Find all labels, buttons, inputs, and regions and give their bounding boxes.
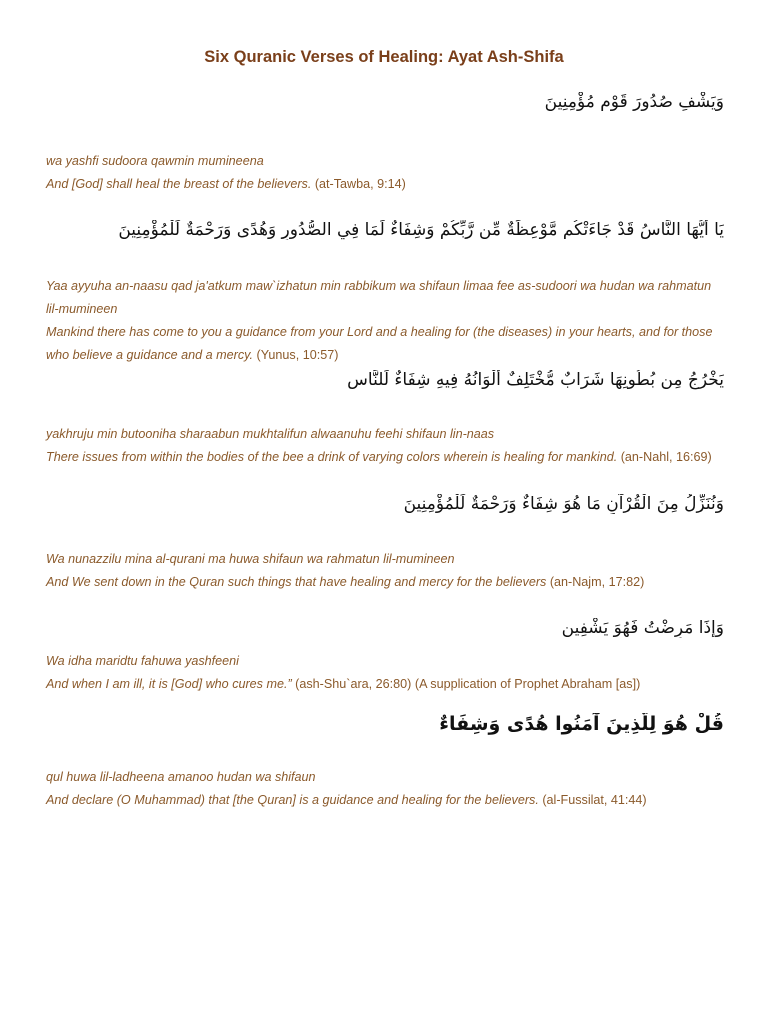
verse-2-transliteration: Yaa ayyuha an-naasu qad ja'atkum maw`izhatun min rabbikum wa shifaun limaa fee as-sudoori wa hudan wa rahmatun lil-mumineen xyxy=(46,279,712,316)
page-title: Six Quranic Verses of Healing: Ayat Ash-Shifa xyxy=(204,48,564,66)
verse-6-reference: (al-Fussilat, 41:44) xyxy=(542,793,647,807)
verse-1-translation: And [God] shall heal the breast of the believers. xyxy=(46,177,312,191)
verse-2-arabic: يَا أَيُّهَا النَّاسُ قَدْ جَاءَتْكُم مَّوْعِظَةٌ مِّن رَّبِّكُمْ وَشِفَاءٌ لِّمَا فِي الصُّدُورِ وَهُدًى وَرَحْمَةٌ لِّلْمُؤْمِنِينَ xyxy=(118,220,724,240)
verse-2-reference: (Yunus, 10:57) xyxy=(256,348,339,362)
verse-4-text xyxy=(46,548,726,594)
verse-6-arabic: قُلْ هُوَ لِلَّذِينَ آمَنُوا هُدًى وَشِفَاءٌ xyxy=(439,713,724,735)
verse-3-text xyxy=(46,423,726,469)
verse-1-transliteration: wa yashfi sudoora qawmin mumineena xyxy=(46,154,264,168)
verse-5-transliteration: Wa idha maridtu fahuwa yashfeeni xyxy=(46,654,239,668)
verse-4-reference: (an-Najm, 17:82) xyxy=(549,575,645,589)
verse-1-reference: (at-Tawba, 9:14) xyxy=(314,177,406,191)
verse-2-translation: Mankind there has come to you a guidance from your Lord and a healing for (the diseases) in your hearts, and for those who believe a guidance and a mercy. xyxy=(46,325,713,362)
verse-5-translation: And when I am ill, it is [God] who cures me.” xyxy=(46,677,292,691)
verse-3-reference: (an-Nahl, 16:69) xyxy=(620,450,712,464)
verse-4-transliteration: Wa nunazzilu mina al-qurani ma huwa shifaun wa rahmatun lil-mumineen xyxy=(46,552,455,566)
verse-4-arabic: وَنُنَزِّلُ مِنَ الْقُرْآنِ مَا هُوَ شِفَاءٌ وَرَحْمَةٌ لِّلْمُؤْمِنِينَ xyxy=(403,494,724,514)
verse-1-arabic: وَيَشْفِ صُدُورَ قَوْمٍ مُؤْمِنِينَ xyxy=(544,92,724,112)
verse-3-translation: There issues from within the bodies of the bee a drink of varying colors wherein is healing for mankind. xyxy=(46,450,618,464)
verse-3-arabic: يَخْرُجُ مِن بُطُونِهَا شَرَابٌ مُّخْتَلِفٌ أَلْوَانُهُ فِيهِ شِفَاءٌ لِّلنَّاسِ xyxy=(347,370,724,390)
verse-6-transliteration: qul huwa lil-ladheena amanoo hudan wa shifaun xyxy=(46,770,316,784)
verse-6-translation: And declare (O Muhammad) that [the Quran] is a guidance and healing for the believers. xyxy=(46,793,539,807)
verse-6-text xyxy=(46,766,726,812)
verse-5-text xyxy=(46,650,726,696)
verse-3-transliteration: yakhruju min butooniha sharaabun mukhtalifun alwaanuhu feehi shifaun lin-naas xyxy=(46,427,495,441)
verse-5-reference: (ash-Shu`ara, 26:80) (A supplication of Prophet Abraham [as]) xyxy=(295,677,641,691)
verse-2-text xyxy=(46,275,726,367)
verse-1-text xyxy=(46,150,726,196)
verse-4-translation: And We sent down in the Quran such things that have healing and mercy for the believers xyxy=(46,575,547,589)
verse-5-arabic: وَإِذَا مَرِضْتُ فَهُوَ يَشْفِينِ xyxy=(561,618,724,638)
